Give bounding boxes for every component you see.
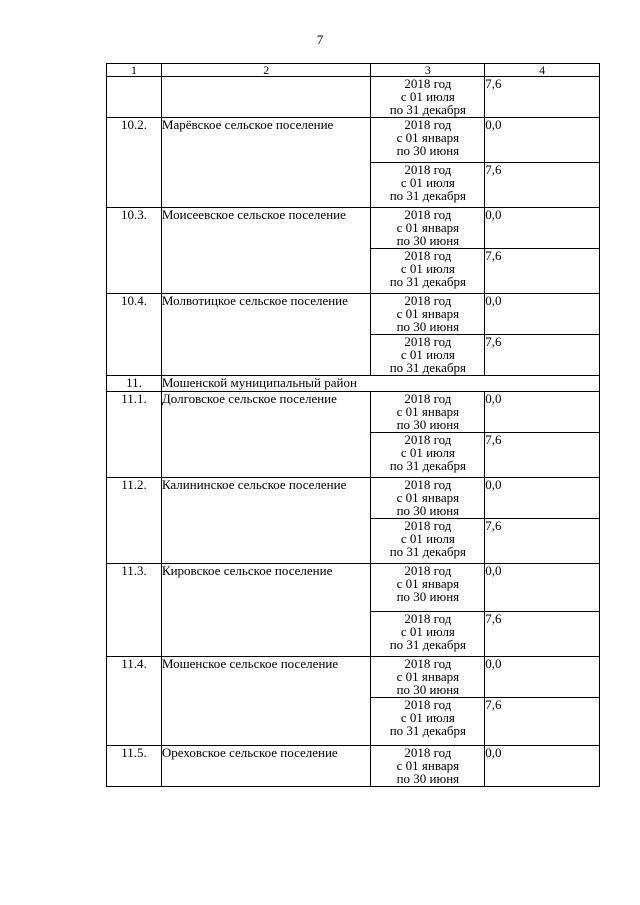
rate-value: 7,6 (485, 519, 600, 564)
rate-value: 0,0 (485, 118, 600, 163)
rate-value: 0,0 (485, 478, 600, 519)
period-cell: 2018 год с 01 января по 30 июня (371, 208, 485, 249)
rate-value: 7,6 (485, 335, 600, 376)
rate-value: 0,0 (485, 564, 600, 612)
rates-table (106, 63, 600, 787)
period-cell: 2018 год с 01 января по 30 июня (371, 564, 485, 612)
period-cell: 2018 год с 01 января по 30 июня (371, 746, 485, 787)
row-number: 10.2. (107, 118, 162, 208)
period-cell: 2018 год с 01 июля по 31 декабря (371, 698, 485, 746)
period-cell: 2018 год с 01 января по 30 июня (371, 118, 485, 163)
settlement-name: Молвотицкое сельское поселение (161, 294, 371, 376)
settlement-name: Мошенское сельское поселение (161, 657, 371, 746)
period-cell: 2018 год с 01 января по 30 июня (371, 478, 485, 519)
rate-value: 0,0 (485, 657, 600, 698)
settlement-name: Моисеевское сельское поселение (161, 208, 371, 294)
row-number: 11.3. (107, 564, 162, 657)
district-row (107, 376, 600, 392)
table-row (107, 392, 600, 433)
period-cell: 2018 год с 01 июля по 31 декабря (371, 77, 485, 118)
rate-value: 7,6 (485, 612, 600, 657)
page-number: 7 (316, 32, 324, 47)
header-col-3: 3 (371, 64, 485, 77)
row-number: 11.2. (107, 478, 162, 564)
table-header-row (107, 64, 600, 77)
row-number: 11.5. (107, 746, 162, 787)
settlement-name: Кировское сельское поселение (161, 564, 371, 657)
settlement-name: Калининское сельское поселение (161, 478, 371, 564)
table-row (107, 77, 600, 118)
table-row (107, 118, 600, 163)
rate-value: 0,0 (485, 392, 600, 433)
table-row (107, 564, 600, 612)
row-name (161, 77, 371, 118)
row-number: 10.4. (107, 294, 162, 376)
table-row (107, 746, 600, 787)
settlement-name: Марёвское сельское поселение (161, 118, 371, 208)
table-row (107, 294, 600, 335)
rate-value: 7,6 (485, 698, 600, 746)
settlement-name: Ореховское сельское поселение (161, 746, 371, 787)
rate-value: 7,6 (485, 163, 600, 208)
table-row (107, 657, 600, 698)
table-row (107, 208, 600, 249)
table-row (107, 478, 600, 519)
district-number: 11. (107, 376, 162, 392)
period-cell: 2018 год с 01 июля по 31 декабря (371, 433, 485, 478)
header-col-2: 2 (161, 64, 371, 77)
period-cell: 2018 год с 01 июля по 31 декабря (371, 519, 485, 564)
rate-value: 0,0 (485, 746, 600, 787)
period-cell: 2018 год с 01 июля по 31 декабря (371, 163, 485, 208)
period-cell: 2018 год с 01 января по 30 июня (371, 294, 485, 335)
row-number (107, 77, 162, 118)
settlement-name: Долговское сельское поселение (161, 392, 371, 478)
period-cell: 2018 год с 01 января по 30 июня (371, 392, 485, 433)
rate-value: 7,6 (485, 77, 600, 118)
rate-value: 0,0 (485, 294, 600, 335)
header-col-1: 1 (107, 64, 162, 77)
rate-value: 7,6 (485, 249, 600, 294)
row-number: 11.1. (107, 392, 162, 478)
period-cell: 2018 год с 01 июля по 31 декабря (371, 249, 485, 294)
header-col-4: 4 (485, 64, 600, 77)
rate-value: 0,0 (485, 208, 600, 249)
period-cell: 2018 год с 01 июля по 31 декабря (371, 612, 485, 657)
row-number: 11.4. (107, 657, 162, 746)
row-number: 10.3. (107, 208, 162, 294)
period-cell: 2018 год с 01 июля по 31 декабря (371, 335, 485, 376)
rate-value: 7,6 (485, 433, 600, 478)
district-name: Мошенской муниципальный район (161, 376, 599, 392)
period-cell: 2018 год с 01 января по 30 июня (371, 657, 485, 698)
